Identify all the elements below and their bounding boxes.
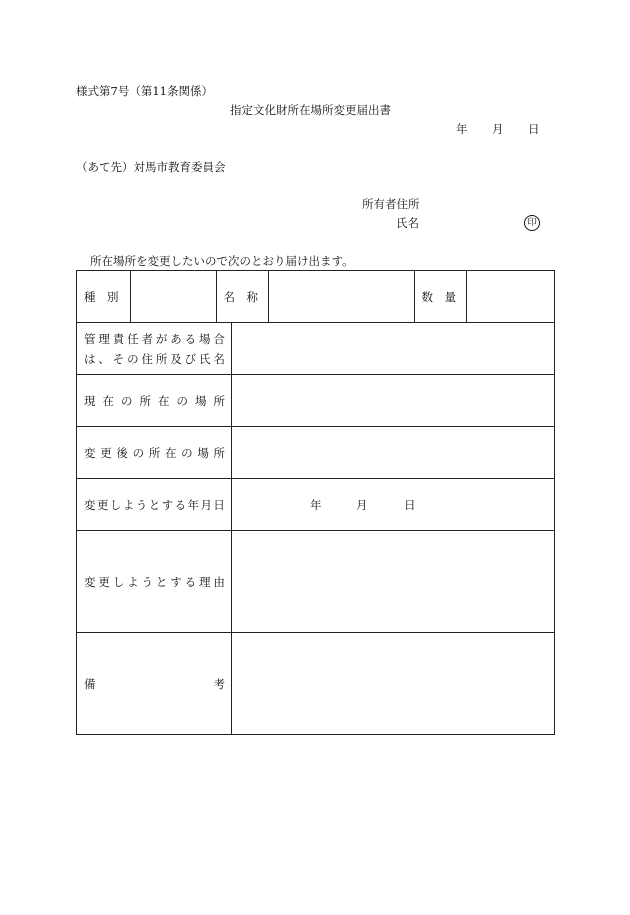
current-location-label: 現 在 の 所 在 の 場 所 [84, 393, 225, 408]
new-location-label-cell [77, 427, 232, 479]
current-location-value[interactable] [232, 375, 555, 427]
quantity-value[interactable] [466, 271, 555, 322]
document-title: 指定文化財所在場所変更届出書 [230, 103, 391, 117]
table-row-reason [77, 531, 555, 633]
date-day-label: 日 [528, 122, 540, 136]
change-date-month: 月 [356, 497, 368, 512]
change-date-label: 変 更 し よ う と す る 年 月 日 [84, 497, 225, 512]
quantity-label: 数 量 [414, 271, 466, 322]
new-location-label: 変 更 後 の 所 在 の 場 所 [84, 445, 225, 460]
manager-label-line1: 管 理 責 任 者 が あ る 場 合 [84, 331, 225, 346]
current-location-label-cell [77, 375, 232, 427]
owner-address-label: 所有者住所 [362, 197, 420, 211]
change-date-year: 年 [310, 497, 322, 512]
type-label: 種 別 [84, 289, 119, 304]
date-year-label: 年 [456, 122, 468, 136]
table-row-new-location [77, 427, 555, 479]
change-date-day: 日 [404, 497, 416, 512]
manager-label-cell [77, 323, 232, 375]
notification-table [76, 270, 555, 735]
new-location-value[interactable] [232, 427, 555, 479]
reason-label: 変 更 し よ う と す る 理 由 [84, 574, 225, 589]
remarks-value[interactable] [232, 633, 555, 735]
table-row-items [77, 271, 555, 323]
table-row-remarks [77, 633, 555, 735]
manager-value[interactable] [232, 323, 555, 375]
type-value[interactable] [130, 271, 216, 322]
reason-label-cell [77, 531, 232, 633]
items-row-cell [77, 271, 555, 323]
manager-label-line2: は 、 そ の 住 所 及 び 氏 名 [84, 351, 225, 366]
intro-statement: 所在場所を変更したいので次のとおり届け出ます。 [90, 254, 354, 268]
remarks-label: 備 考 [84, 676, 225, 691]
table-row-change-date [77, 479, 555, 531]
table-row-manager [77, 323, 555, 375]
name-value[interactable] [268, 271, 414, 322]
reason-value[interactable] [232, 531, 555, 633]
seal-mark-icon: 印 [524, 215, 540, 231]
table-row-current-location [77, 375, 555, 427]
date-month-label: 月 [492, 122, 504, 136]
name-label: 名 称 [216, 271, 268, 322]
form-number: 様式第7号（第11条関係） [76, 84, 213, 98]
change-date-value[interactable] [232, 479, 555, 531]
addressee: （あて先）対馬市教育委員会 [76, 160, 226, 174]
change-date-label-cell [77, 479, 232, 531]
remarks-label-cell [77, 633, 232, 735]
owner-name-label: 氏名 [396, 216, 419, 230]
